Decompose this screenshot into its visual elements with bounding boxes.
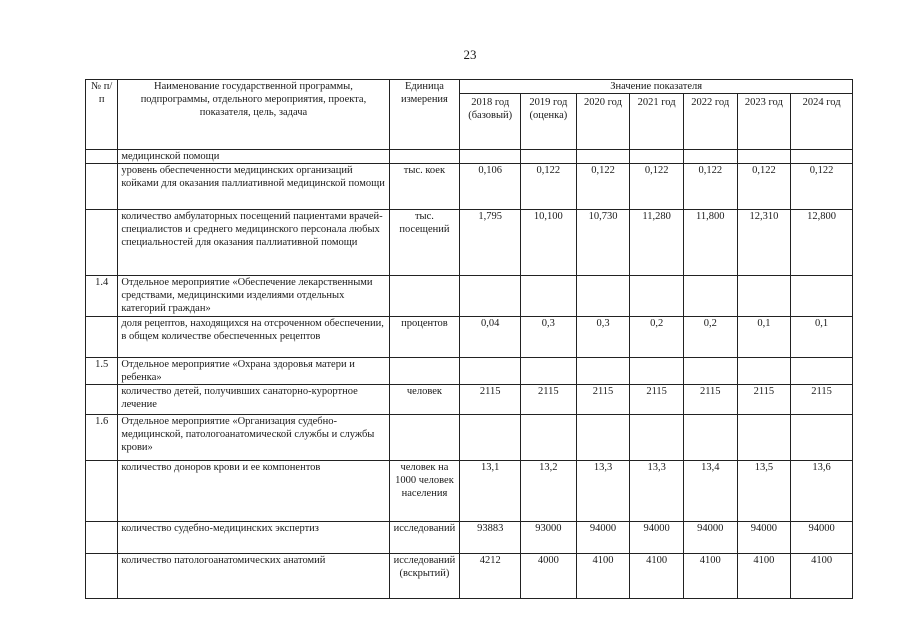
- header-year: 2023 год: [737, 94, 791, 150]
- header-year: 2020 год: [576, 94, 630, 150]
- row-name: количество судебно-медицинских экспертиз: [118, 522, 389, 554]
- row-value: 4212: [460, 554, 521, 599]
- row-name: количество доноров крови и ее компонентов: [118, 461, 389, 522]
- row-value: 2115: [521, 385, 577, 415]
- row-value: 0,2: [683, 317, 737, 358]
- row-value: [576, 276, 630, 317]
- row-unit: человек на 1000 человек населения: [389, 461, 460, 522]
- row-value: 94000: [791, 522, 853, 554]
- row-value: 4100: [791, 554, 853, 599]
- row-unit: [389, 358, 460, 385]
- row-name: доля рецептов, находящихся на отсроченном обеспечении, в общем количестве обеспеченных рецептов: [118, 317, 389, 358]
- row-value: 12,310: [737, 210, 791, 276]
- row-value: [460, 150, 521, 164]
- header-year: 2019 год (оценка): [521, 94, 577, 150]
- row-value: 0,122: [683, 164, 737, 210]
- row-value: 11,280: [630, 210, 684, 276]
- row-unit: тыс. посещений: [389, 210, 460, 276]
- row-value: [683, 415, 737, 461]
- row-unit: человек: [389, 385, 460, 415]
- row-value: [576, 415, 630, 461]
- table-row: [86, 522, 853, 554]
- row-value: 0,122: [576, 164, 630, 210]
- row-name: Отдельное мероприятие «Обеспечение лекарственными средствами, медицинскими изделиями отдельных категорий граждан»: [118, 276, 389, 317]
- row-name: количество патологоанатомических анатомий: [118, 554, 389, 599]
- row-value: 2115: [737, 385, 791, 415]
- row-num: [86, 164, 118, 210]
- row-num: [86, 522, 118, 554]
- indicator-table: [85, 79, 853, 599]
- row-num: [86, 385, 118, 415]
- row-value: 2115: [576, 385, 630, 415]
- row-value: 13,3: [630, 461, 684, 522]
- row-unit: [389, 415, 460, 461]
- row-value: [630, 150, 684, 164]
- page-number: 23: [463, 47, 477, 62]
- row-unit: тыс. коек: [389, 164, 460, 210]
- table-header-row: [86, 80, 853, 94]
- row-num: [86, 461, 118, 522]
- table-row: [86, 210, 853, 276]
- row-value: [460, 415, 521, 461]
- row-value: 13,5: [737, 461, 791, 522]
- row-value: 2115: [460, 385, 521, 415]
- row-value: 94000: [630, 522, 684, 554]
- row-unit: [389, 276, 460, 317]
- row-value: [460, 358, 521, 385]
- row-value: [683, 276, 737, 317]
- row-value: [521, 150, 577, 164]
- header-year: 2021 год: [630, 94, 684, 150]
- row-value: [791, 415, 853, 461]
- row-value: 0,04: [460, 317, 521, 358]
- row-value: 93000: [521, 522, 577, 554]
- row-value: 4100: [576, 554, 630, 599]
- row-num: 1.5: [86, 358, 118, 385]
- row-value: 0,122: [521, 164, 577, 210]
- row-num: [86, 210, 118, 276]
- row-value: 0,3: [521, 317, 577, 358]
- table-row: [86, 415, 853, 461]
- row-value: 1,795: [460, 210, 521, 276]
- row-value: [791, 358, 853, 385]
- row-value: 0,1: [791, 317, 853, 358]
- row-value: [630, 276, 684, 317]
- row-name: Отдельное мероприятие «Охрана здоровья матери и ребенка»: [118, 358, 389, 385]
- table-row: [86, 317, 853, 358]
- row-value: 94000: [683, 522, 737, 554]
- row-value: [791, 150, 853, 164]
- row-value: 10,730: [576, 210, 630, 276]
- row-value: [521, 276, 577, 317]
- header-year: 2024 год: [791, 94, 853, 150]
- row-num: [86, 150, 118, 164]
- row-value: 11,800: [683, 210, 737, 276]
- row-value: 13,4: [683, 461, 737, 522]
- table-row: [86, 164, 853, 210]
- row-value: [737, 415, 791, 461]
- row-name: Отдельное мероприятие «Организация судебно-медицинской, патологоанатомической службы и службы крови»: [118, 415, 389, 461]
- row-value: [576, 358, 630, 385]
- row-value: 13,6: [791, 461, 853, 522]
- row-value: [737, 150, 791, 164]
- row-name: количество детей, получивших санаторно-курортное лечение: [118, 385, 389, 415]
- row-value: 93883: [460, 522, 521, 554]
- row-value: 0,122: [737, 164, 791, 210]
- row-name: количество амбулаторных посещений пациентами врачей-специалистов и среднего медицинского персонала любых специальностей для оказания паллиативной помощи: [118, 210, 389, 276]
- row-name: уровень обеспеченности медицинских организаций койками для оказания паллиативной медицинской помощи: [118, 164, 389, 210]
- row-value: 0,122: [630, 164, 684, 210]
- header-unit: Единица измерения: [389, 80, 460, 150]
- row-value: [630, 415, 684, 461]
- table-row: [86, 461, 853, 522]
- row-value: [521, 358, 577, 385]
- header-name: Наименование государственной программы, подпрограммы, отдельного мероприятия, проекта, показателя, цель, задача: [118, 80, 389, 150]
- header-year: 2022 год: [683, 94, 737, 150]
- table-row: [86, 358, 853, 385]
- table-row: [86, 554, 853, 599]
- row-unit: процентов: [389, 317, 460, 358]
- header-values-group: Значение показателя: [460, 80, 853, 94]
- row-value: [630, 358, 684, 385]
- table-row: [86, 385, 853, 415]
- row-value: [791, 276, 853, 317]
- row-unit: исследований (вскрытий): [389, 554, 460, 599]
- table-row: [86, 276, 853, 317]
- header-year: 2018 год (базовый): [460, 94, 521, 150]
- row-value: [737, 358, 791, 385]
- row-value: 4100: [683, 554, 737, 599]
- row-value: 0,122: [791, 164, 853, 210]
- row-value: 4100: [630, 554, 684, 599]
- row-num: [86, 317, 118, 358]
- row-value: 4100: [737, 554, 791, 599]
- row-value: 2115: [630, 385, 684, 415]
- row-value: 4000: [521, 554, 577, 599]
- row-value: 0,2: [630, 317, 684, 358]
- header-num: № п/п: [86, 80, 118, 150]
- row-value: 13,2: [521, 461, 577, 522]
- row-value: 2115: [683, 385, 737, 415]
- row-value: 13,1: [460, 461, 521, 522]
- row-value: 10,100: [521, 210, 577, 276]
- row-value: 2115: [791, 385, 853, 415]
- row-value: 94000: [576, 522, 630, 554]
- table-row: [86, 150, 853, 164]
- row-value: [576, 150, 630, 164]
- row-value: [737, 276, 791, 317]
- row-num: [86, 554, 118, 599]
- row-value: 0,106: [460, 164, 521, 210]
- row-name: медицинской помощи: [118, 150, 389, 164]
- row-value: 0,1: [737, 317, 791, 358]
- row-unit: исследований: [389, 522, 460, 554]
- row-value: 13,3: [576, 461, 630, 522]
- row-value: 0,3: [576, 317, 630, 358]
- row-num: 1.4: [86, 276, 118, 317]
- row-value: [460, 276, 521, 317]
- row-value: [521, 415, 577, 461]
- row-unit: [389, 150, 460, 164]
- row-value: 12,800: [791, 210, 853, 276]
- row-value: 94000: [737, 522, 791, 554]
- row-num: 1.6: [86, 415, 118, 461]
- row-value: [683, 358, 737, 385]
- row-value: [683, 150, 737, 164]
